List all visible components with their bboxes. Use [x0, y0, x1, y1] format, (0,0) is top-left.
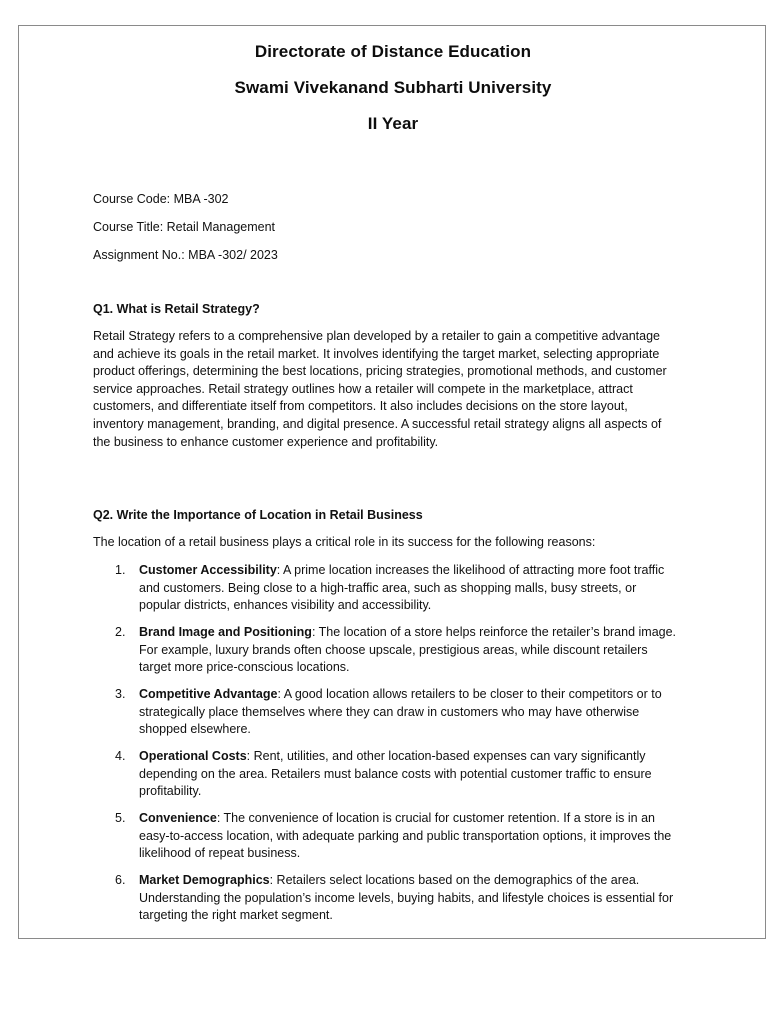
header-directorate: Directorate of Distance Education — [254, 42, 532, 61]
q2-intro: The location of a retail business plays a critical role in its success for the following reasons: — [93, 535, 596, 549]
list-item-text: : The location of a store helps reinforce the retailer’s brand image. For example, luxury brands often choose upscale, prestigious areas, while discount retailers target more price-conscious locations. — [139, 625, 677, 675]
list-item-number: 2. — [115, 625, 126, 639]
list-item-text: : The convenience of location is crucial for customer retention. If a store is in an easy-to-access location, with adequate parking and public transportation options, it improves the likelihood of repeat business. — [139, 811, 672, 861]
q1-answer: Retail Strategy refers to a comprehensive plan developed by a retailer to gain a competitive advantage and achieve its goals in the retail market. It involves identifying the target market, selecting appropriate product offerings, determining the best locations, pricing strategies, promotional methods, and customer service approaches. Retail strategy outlines how a retailer will compete in the marketplace, attract customers, and differentiate itself from competitors. It also includes decisions on the store layout, inventory management, branding, and digital presence. A successful retail strategy aligns all aspects of the business to enhance customer experience and profitability. — [93, 329, 667, 449]
list-item-term: Customer Accessibility — [139, 563, 277, 577]
list-item-body — [139, 562, 679, 615]
list-item-term: Competitive Advantage — [139, 687, 278, 701]
course-title: Course Title: Retail Management — [93, 220, 276, 234]
list-item-text: : Rent, utilities, and other location-based expenses can vary significantly depending on the area. Retailers must balance costs with potential customer traffic to ensure profitability. — [139, 749, 652, 799]
list-item-term: Brand Image and Positioning — [139, 625, 312, 639]
list-item-body — [139, 748, 679, 801]
q1-title: Q1. What is Retail Strategy? — [93, 302, 260, 316]
list-item-body — [139, 810, 679, 863]
list-item-body — [139, 872, 679, 925]
course-code: Course Code: MBA -302 — [93, 192, 229, 206]
list-item-term: Operational Costs — [139, 749, 247, 763]
list-item-text: : A good location allows retailers to be closer to their competitors or to strategically place themselves where they can draw in customers who may have otherwise shopped elsewhere. — [139, 687, 662, 737]
list-item-number: 6. — [115, 873, 126, 887]
list-item-number: 4. — [115, 749, 126, 763]
list-item-number: 3. — [115, 687, 126, 701]
header-year: II Year — [367, 114, 419, 133]
list-item-body — [139, 686, 679, 739]
list-item-number: 5. — [115, 811, 126, 825]
list-item-text: : A prime location increases the likelihood of attracting more foot traffic and customers. Being close to a high-traffic area, such as shopping malls, busy streets, or popular districts, enhances visibility and accessibility. — [139, 563, 665, 613]
header-university: Swami Vivekanand Subharti University — [234, 78, 552, 97]
list-item-body — [139, 624, 679, 677]
list-item-text: : Retailers select locations based on the demographics of the area. Understanding the population’s income levels, buying habits, and lifestyle choices is essential for targeting the right market segment. — [139, 873, 674, 923]
list-item-term: Market Demographics — [139, 873, 270, 887]
document-page — [18, 25, 766, 939]
q2-title: Q2. Write the Importance of Location in Retail Business — [93, 508, 423, 522]
list-item-term: Convenience — [139, 811, 217, 825]
list-item-number: 1. — [115, 563, 126, 577]
assignment-number: Assignment No.: MBA -302/ 2023 — [93, 248, 278, 262]
